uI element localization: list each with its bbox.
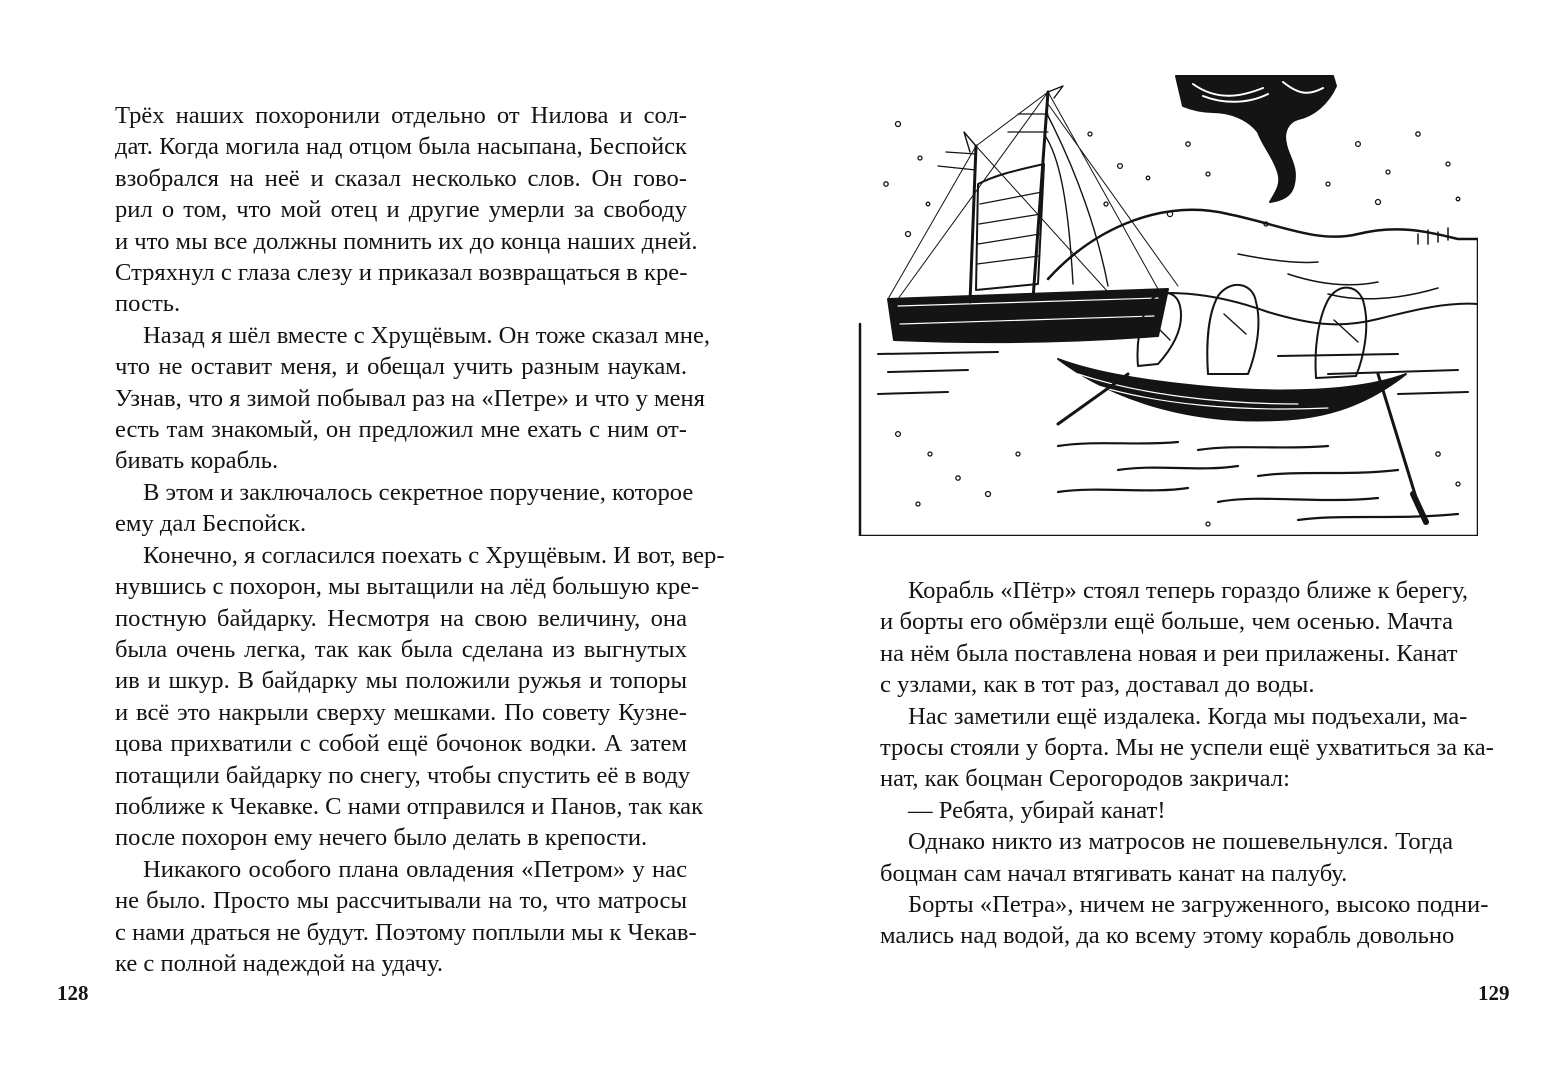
text-line: боцман сам начал втягивать канат на палубу. bbox=[880, 859, 1348, 887]
text-line: ему дал Беспойск. bbox=[115, 510, 307, 538]
right-page bbox=[783, 0, 1566, 1080]
text-line: В этом и заключалось секретное поручение, которое bbox=[143, 478, 694, 506]
text-line: на нём была поставлена новая и реи прилажены. Канат bbox=[880, 639, 1458, 667]
text-line: взобрался на неё и сказал несколько слов. Он гово- bbox=[115, 164, 687, 192]
text-line: нувшись с похорон, мы вытащили на лёд большую кре- bbox=[115, 573, 700, 601]
text-line: Назад я шёл вместе с Хрущёвым. Он тоже сказал мне, bbox=[143, 321, 711, 349]
text-line: тросы стояли у борта. Мы не успели ещё ухватиться за ка- bbox=[880, 734, 1494, 762]
text-line: бивать корабль. bbox=[115, 447, 279, 475]
text-line: после похорон ему нечего было делать в крепости. bbox=[115, 824, 648, 852]
text-line: Стряхнул с глаза слезу и приказал возвращаться в кре- bbox=[115, 259, 688, 287]
text-line: Корабль «Пётр» стоял теперь гораздо ближе к берегу, bbox=[908, 577, 1469, 604]
text-line: Конечно, я согласился поехать с Хрущёвым. И вот, вер- bbox=[143, 541, 725, 569]
text-line: Борты «Петра», ничем не загруженного, высоко подни- bbox=[908, 891, 1489, 919]
text-line: с узлами, как в тот раз, доставал до воды. bbox=[880, 671, 1315, 699]
text-line: Трёх наших похоронили отдельно от Нилова и сол- bbox=[115, 102, 687, 129]
text-line: с нами драться не будут. Поэтому поплыли мы к Чекав- bbox=[115, 918, 697, 946]
text-line: нат, как боцман Серогородов закричал: bbox=[880, 765, 1290, 793]
text-line: ив и шкур. В байдарку мы положили ружья и топоры bbox=[115, 667, 687, 695]
text-line: Никакого особого плана овладения «Петром» у нас bbox=[143, 855, 687, 883]
text-line: — Ребята, убирай канат! bbox=[908, 796, 1166, 824]
text-line: не было. Просто мы рассчитывали на то, что матросы bbox=[115, 887, 687, 915]
ship-and-boat-illustration bbox=[858, 74, 1478, 536]
text-line: и борты его обмёрзли ещё больше, чем осенью. Мачта bbox=[880, 608, 1453, 636]
text-line: и всё это накрыли сверху мешками. По совету Кузне- bbox=[115, 698, 687, 726]
text-line: постную байдарку. Несмотря на свою величину, она bbox=[115, 604, 687, 632]
text-line: Нас заметили ещё издалека. Когда мы подъехали, ма- bbox=[908, 702, 1468, 730]
right-page-text bbox=[880, 575, 1494, 952]
text-line: и что мы все должны помнить их до конца наших дней. bbox=[115, 227, 698, 255]
text-line: была очень легка, так как была сделана из выгнутых bbox=[115, 635, 687, 663]
text-line: Узнав, что я зимой побывал раз на «Петре» и что у меня bbox=[115, 384, 705, 412]
text-line: есть там знакомый, он предложил мне ехать с ним от- bbox=[115, 416, 687, 444]
text-line: потащили байдарку по снегу, чтобы спустить её в воду bbox=[115, 761, 691, 789]
text-line: ке с полной надеждой на удачу. bbox=[115, 949, 444, 977]
text-line: Однако никто из матросов не пошевельнулся. Тогда bbox=[908, 828, 1453, 856]
text-line: цова прихватили с собой ещё бочонок водки. А затем bbox=[115, 730, 687, 758]
text-line: что не оставит меня, и обещал учить разным наукам. bbox=[115, 353, 687, 381]
text-line: дат. Когда могила над отцом была насыпана, Беспойск bbox=[115, 133, 687, 161]
page-number-left: 128 bbox=[57, 981, 89, 1005]
page-number-right: 129 bbox=[1478, 981, 1510, 1005]
text-line: пость. bbox=[115, 290, 181, 318]
text-line: мались над водой, да ко всему этому корабль довольно bbox=[880, 922, 1455, 950]
text-line: рил о том, что мой отец и другие умерли за свободу bbox=[115, 196, 687, 224]
left-page-text bbox=[115, 100, 725, 979]
text-line: поближе к Чекавке. С нами отправился и Панов, так как bbox=[115, 792, 704, 820]
